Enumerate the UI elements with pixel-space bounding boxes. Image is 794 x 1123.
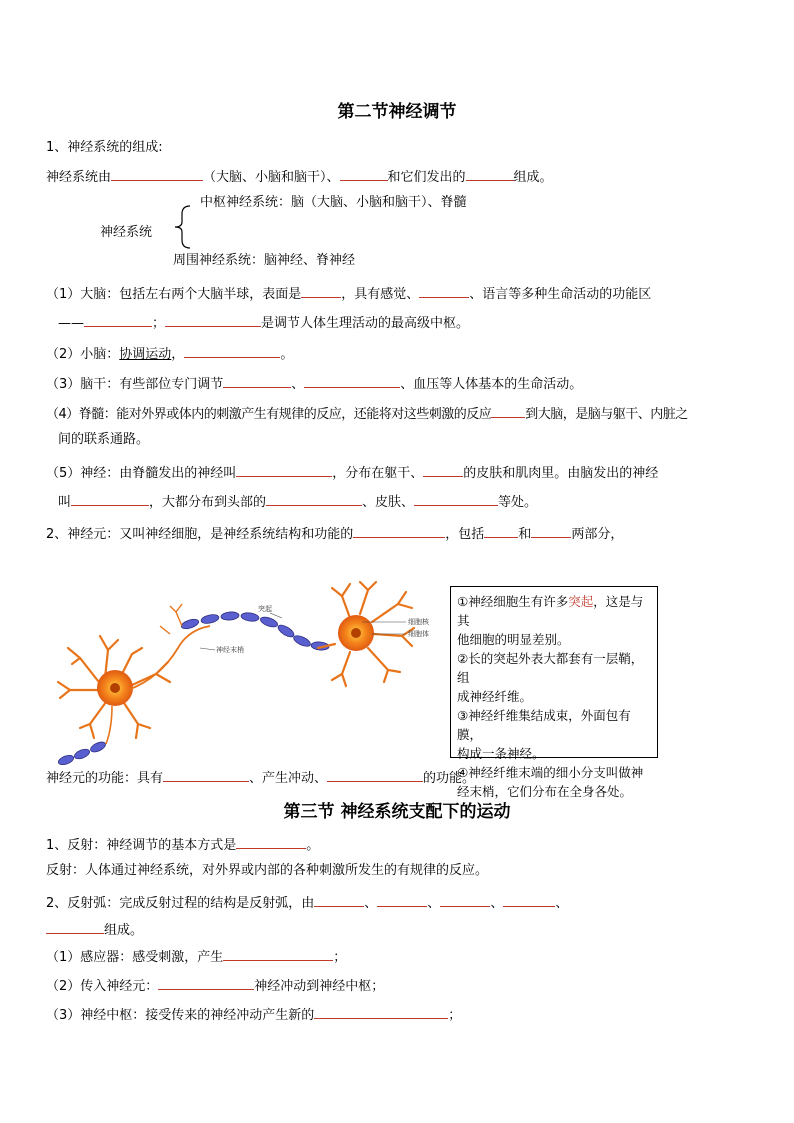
page-title: 第二节神经调节: [337, 102, 457, 122]
s3-question-2: [46, 892, 568, 913]
tree-root: 神经系统: [100, 225, 153, 240]
text: 是调节人体生理活动的最高级中枢。: [261, 316, 470, 331]
item-5-line-2: [58, 491, 537, 512]
item-1-line-2: [58, 312, 469, 333]
text: ④神经纤维末端的细小分支叫做神: [457, 765, 644, 780]
text: 神经元的功能：具有: [46, 771, 164, 786]
text: 。: [306, 838, 320, 853]
text: （2）小脑：: [46, 347, 120, 362]
text: 、: [490, 896, 504, 911]
text: ，分布在躯干、: [332, 466, 424, 481]
answer-blank[interactable]: [223, 946, 333, 961]
text: ；: [448, 1008, 462, 1023]
answer-blank[interactable]: [314, 892, 364, 907]
text: 组成。: [104, 923, 144, 938]
neuron-info-box: [450, 586, 658, 799]
answer-blank[interactable]: [531, 523, 571, 538]
question-1-line: [46, 166, 553, 187]
text: ，这是与其: [457, 594, 644, 628]
answer-blank[interactable]: [71, 491, 149, 506]
item-4-line-1: [46, 403, 688, 424]
answer-blank[interactable]: [304, 373, 400, 388]
answer-blank[interactable]: [419, 283, 469, 298]
answer-blank[interactable]: [165, 312, 261, 327]
s3-question-1: [46, 834, 319, 855]
text: 构成一条神经。: [457, 746, 545, 761]
item-2: [46, 343, 293, 364]
item-5-line-1: [46, 462, 658, 483]
s3-question-2-end: [46, 919, 143, 940]
text: 、产生冲动、: [249, 771, 328, 786]
answer-blank[interactable]: [184, 343, 280, 358]
text: （5）神经：由脊髓发出的神经叫: [46, 466, 237, 481]
text: （3）神经中枢：接受传来的神经冲动产生新的: [46, 1008, 315, 1023]
text: 、: [555, 896, 569, 911]
text: 的功能。: [423, 771, 476, 786]
answer-blank[interactable]: [327, 767, 423, 782]
text: 、: [427, 896, 441, 911]
section-3-title: 第三节 神经系统支配下的运动: [283, 802, 511, 822]
answer-blank[interactable]: [491, 403, 525, 418]
text: （3）脑干：有些部位专门调节: [46, 377, 224, 392]
answer-blank[interactable]: [111, 166, 203, 181]
text: （4）脊髓：能对外界或体内的刺激产生有规律的反应，还能将对这些刺激的反应: [46, 407, 492, 422]
tree-peripheral: 周围神经系统：脑神经、脊神经: [173, 253, 356, 268]
answer-blank[interactable]: [377, 892, 427, 907]
text: （大脑、小脑和脑干）、: [203, 170, 340, 185]
answer-blank[interactable]: [46, 919, 104, 934]
neuron-diagram: [50, 578, 445, 768]
label-tuqi: 突起: [258, 605, 272, 613]
answer-blank[interactable]: [236, 834, 306, 849]
underlined-text: 协调运动: [119, 347, 172, 362]
text: 和它们发出的: [387, 170, 466, 185]
answer-blank[interactable]: [466, 166, 514, 181]
label-xibaohe: 细胞核: [408, 618, 429, 626]
question-1-heading: 1、神经系统的组成:: [46, 140, 163, 155]
text: 他细胞的明显差别。: [457, 632, 570, 647]
text: （1）大脑：包括左右两个大脑半球，表面是: [46, 287, 302, 302]
text: 、: [291, 377, 305, 392]
neuron-function: [46, 767, 475, 788]
text: 2、反射弧：完成反射过程的结构是反射弧，由: [46, 896, 315, 911]
answer-blank[interactable]: [314, 1004, 448, 1019]
reflex-definition: 反射：人体通过神经系统，对外界或内部的各种刺激所发生的有规律的反应。: [46, 863, 489, 878]
text: 、皮肤、: [362, 495, 415, 510]
answer-blank[interactable]: [440, 892, 490, 907]
text: ；: [333, 950, 347, 965]
text: 和: [518, 527, 532, 542]
text: 经末梢，它们分布在全身各处。: [457, 784, 633, 799]
text: （1）感应器：感受刺激，产生: [46, 950, 224, 965]
text: 等处。: [498, 495, 538, 510]
answer-blank[interactable]: [266, 491, 362, 506]
text: ——: [58, 316, 84, 331]
text: ；: [152, 316, 166, 331]
text: 1、反射：神经调节的基本方式是: [46, 838, 237, 853]
text: 神经冲动到神经中枢；: [254, 979, 385, 994]
tree-central: 中枢神经系统：脑（大脑、小脑和脑干）、脊髓: [200, 195, 467, 210]
answer-blank[interactable]: [301, 283, 341, 298]
answer-blank[interactable]: [484, 523, 518, 538]
answer-blank[interactable]: [414, 491, 498, 506]
text: 。: [280, 347, 294, 362]
brace-icon: [170, 204, 194, 250]
answer-blank[interactable]: [84, 312, 152, 327]
text: 叫: [58, 495, 72, 510]
reflex-item-2: [46, 975, 384, 996]
label-xibaoti: 细胞体: [408, 630, 429, 638]
text: 、语言等多种生命活动的功能区: [469, 287, 652, 302]
text: 成神经纤维。: [457, 689, 533, 704]
question-2: [46, 523, 623, 544]
answer-blank[interactable]: [223, 373, 291, 388]
text: ①神经细胞生有许多: [457, 594, 569, 609]
answer-blank[interactable]: [163, 767, 249, 782]
text: ②长的突起外表大都套有一层鞘，组: [457, 651, 644, 685]
answer-blank[interactable]: [340, 166, 388, 181]
text: ，包括: [445, 527, 485, 542]
text: ，: [171, 347, 185, 362]
item-3: [46, 373, 582, 394]
text: 到大脑，是脑与躯干、内脏之: [525, 407, 688, 422]
highlight-text: 突起: [568, 594, 594, 609]
text: 、血压等人体基本的生命活动。: [400, 377, 583, 392]
reflex-item-3: [46, 1004, 461, 1025]
text: 两部分，: [571, 527, 624, 542]
text: 组成。: [513, 170, 553, 185]
item-1-line-1: [46, 283, 651, 304]
text: ，大都分布到头部的: [149, 495, 267, 510]
text: 、: [364, 896, 378, 911]
label-shenjingmoshao: 神经末梢: [216, 646, 244, 654]
text: ，具有感觉、: [341, 287, 420, 302]
text: 神经系统由: [46, 170, 112, 185]
answer-blank[interactable]: [353, 523, 445, 538]
answer-blank[interactable]: [423, 462, 463, 477]
reflex-item-1: [46, 946, 346, 967]
answer-blank[interactable]: [158, 975, 254, 990]
text: 的皮肤和肌肉里。由脑发出的神经: [463, 466, 659, 481]
text: 2、神经元：又叫神经细胞，是神经系统结构和功能的: [46, 527, 354, 542]
text: （2）传入神经元：: [46, 979, 159, 994]
axon-terminal: [160, 604, 182, 634]
item-4-line-2: 间的联系通路。: [58, 432, 150, 447]
answer-blank[interactable]: [503, 892, 555, 907]
text: ③神经纤维集结成束，外面包有膜，: [457, 708, 631, 742]
answer-blank[interactable]: [236, 462, 332, 477]
